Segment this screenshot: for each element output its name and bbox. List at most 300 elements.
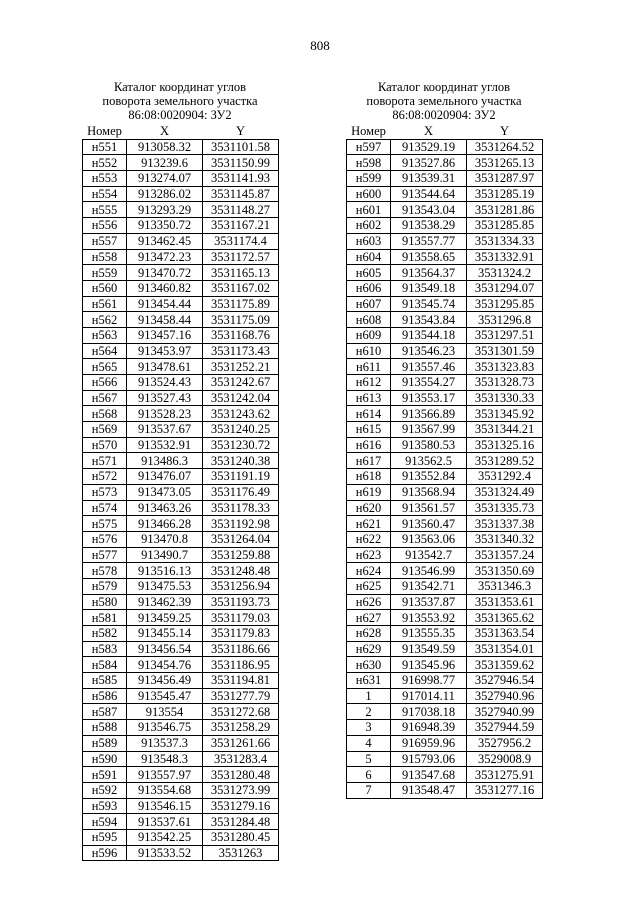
table-header-row <box>83 124 279 139</box>
y-coordinate: 3531148.27 <box>203 202 279 218</box>
x-coordinate: 913542.7 <box>391 547 467 563</box>
table-row <box>83 516 279 532</box>
x-coordinate: 913546.99 <box>391 563 467 579</box>
header-y: Y <box>467 124 543 139</box>
table-row <box>83 531 279 547</box>
y-coordinate: 3531330.33 <box>467 390 543 406</box>
y-coordinate: 3531324.49 <box>467 484 543 500</box>
table-row <box>347 139 543 155</box>
x-coordinate: 913533.52 <box>127 845 203 861</box>
x-coordinate: 913554 <box>127 704 203 720</box>
table-row <box>83 359 279 375</box>
x-coordinate: 913539.31 <box>391 171 467 187</box>
header-number: Номер <box>347 124 391 139</box>
table-row <box>347 155 543 171</box>
table-row <box>83 610 279 626</box>
table-row <box>347 626 543 642</box>
table-row <box>83 641 279 657</box>
table-row <box>347 296 543 312</box>
point-number: н599 <box>347 171 391 187</box>
point-number: н611 <box>347 359 391 375</box>
y-coordinate: 3531344.21 <box>467 422 543 438</box>
y-coordinate: 3531287.97 <box>467 171 543 187</box>
table-row <box>347 782 543 798</box>
table-row <box>83 437 279 453</box>
x-coordinate: 913549.18 <box>391 280 467 296</box>
x-coordinate: 913470.72 <box>127 265 203 281</box>
x-coordinate: 913545.96 <box>391 657 467 673</box>
table-row <box>347 280 543 296</box>
table-row <box>83 563 279 579</box>
x-coordinate: 913554.27 <box>391 375 467 391</box>
y-coordinate: 3531365.62 <box>467 610 543 626</box>
x-coordinate: 913538.29 <box>391 218 467 234</box>
right-catalog <box>346 80 542 799</box>
y-coordinate: 3531259.88 <box>203 547 279 563</box>
y-coordinate: 3531240.38 <box>203 453 279 469</box>
x-coordinate: 913554.68 <box>127 782 203 798</box>
table-row <box>83 139 279 155</box>
point-number: 2 <box>347 704 391 720</box>
x-coordinate: 913558.65 <box>391 249 467 265</box>
point-number: н566 <box>83 375 127 391</box>
x-coordinate: 915793.06 <box>391 751 467 767</box>
x-coordinate: 913528.23 <box>127 406 203 422</box>
y-coordinate: 3531283.4 <box>203 751 279 767</box>
point-number: н624 <box>347 563 391 579</box>
y-coordinate: 3531265.13 <box>467 155 543 171</box>
x-coordinate: 913475.53 <box>127 578 203 594</box>
point-number: н625 <box>347 578 391 594</box>
point-number: н579 <box>83 578 127 594</box>
y-coordinate: 3531193.73 <box>203 594 279 610</box>
x-coordinate: 913527.86 <box>391 155 467 171</box>
y-coordinate: 3531173.43 <box>203 343 279 359</box>
y-coordinate: 3527940.96 <box>467 688 543 704</box>
y-coordinate: 3531285.85 <box>467 218 543 234</box>
x-coordinate: 913544.64 <box>391 186 467 202</box>
y-coordinate: 3531179.83 <box>203 626 279 642</box>
table-row <box>347 218 543 234</box>
x-coordinate: 913537.67 <box>127 422 203 438</box>
x-coordinate: 913553.17 <box>391 390 467 406</box>
y-coordinate: 3531101.58 <box>203 139 279 155</box>
point-number: н623 <box>347 547 391 563</box>
point-number: н602 <box>347 218 391 234</box>
y-coordinate: 3531284.48 <box>203 814 279 830</box>
x-coordinate: 913542.71 <box>391 578 467 594</box>
x-coordinate: 913543.04 <box>391 202 467 218</box>
point-number: н573 <box>83 484 127 500</box>
y-coordinate: 3531296.8 <box>467 312 543 328</box>
table-row <box>347 327 543 343</box>
y-coordinate: 3527946.54 <box>467 673 543 689</box>
x-coordinate: 913580.53 <box>391 437 467 453</box>
table-row <box>347 422 543 438</box>
point-number: н613 <box>347 390 391 406</box>
y-coordinate: 3527956.2 <box>467 735 543 751</box>
table-row <box>347 484 543 500</box>
point-number: н574 <box>83 500 127 516</box>
table-row <box>83 406 279 422</box>
point-number: 7 <box>347 782 391 798</box>
table-row <box>347 610 543 626</box>
y-coordinate: 3531332.91 <box>467 249 543 265</box>
y-coordinate: 3531176.49 <box>203 484 279 500</box>
y-coordinate: 3531242.04 <box>203 390 279 406</box>
point-number: н622 <box>347 531 391 547</box>
point-number: н575 <box>83 516 127 532</box>
y-coordinate: 3531242.67 <box>203 375 279 391</box>
x-coordinate: 913537.3 <box>127 735 203 751</box>
y-coordinate: 3531167.02 <box>203 280 279 296</box>
y-coordinate: 3531248.48 <box>203 563 279 579</box>
table-row <box>347 500 543 516</box>
point-number: 3 <box>347 720 391 736</box>
point-number: н629 <box>347 641 391 657</box>
y-coordinate: 3531353.61 <box>467 594 543 610</box>
point-number: н615 <box>347 422 391 438</box>
x-coordinate: 913459.25 <box>127 610 203 626</box>
point-number: н572 <box>83 469 127 485</box>
point-number: н595 <box>83 829 127 845</box>
point-number: н606 <box>347 280 391 296</box>
point-number: н618 <box>347 469 391 485</box>
point-number: н567 <box>83 390 127 406</box>
y-coordinate: 3531279.16 <box>203 798 279 814</box>
point-number: н577 <box>83 547 127 563</box>
x-coordinate: 913561.57 <box>391 500 467 516</box>
x-coordinate: 913516.13 <box>127 563 203 579</box>
right-coordinates-table <box>346 124 543 799</box>
y-coordinate: 3531294.07 <box>467 280 543 296</box>
point-number: н612 <box>347 375 391 391</box>
point-number: 6 <box>347 767 391 783</box>
point-number: 4 <box>347 735 391 751</box>
x-coordinate: 913472.23 <box>127 249 203 265</box>
point-number: н620 <box>347 500 391 516</box>
x-coordinate: 913462.45 <box>127 233 203 249</box>
point-number: н601 <box>347 202 391 218</box>
x-coordinate: 913458.44 <box>127 312 203 328</box>
x-coordinate: 916959.96 <box>391 735 467 751</box>
y-coordinate: 3531167.21 <box>203 218 279 234</box>
table-row <box>347 202 543 218</box>
table-row <box>347 751 543 767</box>
x-coordinate: 913567.99 <box>391 422 467 438</box>
table-row <box>347 406 543 422</box>
x-coordinate: 913564.37 <box>391 265 467 281</box>
x-coordinate: 913553.92 <box>391 610 467 626</box>
caption-line: 86:08:0020904: ЗУ2 <box>128 108 232 122</box>
point-number: н617 <box>347 453 391 469</box>
y-coordinate: 3531243.62 <box>203 406 279 422</box>
caption-line: поворота земельного участка <box>366 94 522 108</box>
point-number: н561 <box>83 296 127 312</box>
y-coordinate: 3531145.87 <box>203 186 279 202</box>
y-coordinate: 3531186.66 <box>203 641 279 657</box>
y-coordinate: 3531172.57 <box>203 249 279 265</box>
table-row <box>83 814 279 830</box>
point-number: н591 <box>83 767 127 783</box>
y-coordinate: 3531264.04 <box>203 531 279 547</box>
x-coordinate: 913546.75 <box>127 720 203 736</box>
x-coordinate: 913486.3 <box>127 453 203 469</box>
table-row <box>83 312 279 328</box>
point-number: н605 <box>347 265 391 281</box>
y-coordinate: 3531258.29 <box>203 720 279 736</box>
x-coordinate: 913058.32 <box>127 139 203 155</box>
point-number: н559 <box>83 265 127 281</box>
x-coordinate: 913286.02 <box>127 186 203 202</box>
point-number: н565 <box>83 359 127 375</box>
point-number: н626 <box>347 594 391 610</box>
table-row <box>83 343 279 359</box>
table-row <box>83 547 279 563</box>
y-coordinate: 3531191.19 <box>203 469 279 485</box>
table-row <box>83 767 279 783</box>
x-coordinate: 913454.44 <box>127 296 203 312</box>
point-number: н627 <box>347 610 391 626</box>
point-number: н580 <box>83 594 127 610</box>
y-coordinate: 3531340.32 <box>467 531 543 547</box>
y-coordinate: 3531192.98 <box>203 516 279 532</box>
table-row <box>347 594 543 610</box>
y-coordinate: 3531297.51 <box>467 327 543 343</box>
table-row <box>83 422 279 438</box>
point-number: н576 <box>83 531 127 547</box>
y-coordinate: 3531292.4 <box>467 469 543 485</box>
y-coordinate: 3531275.91 <box>467 767 543 783</box>
table-row <box>347 641 543 657</box>
x-coordinate: 913543.84 <box>391 312 467 328</box>
y-coordinate: 3531263 <box>203 845 279 861</box>
x-coordinate: 913566.89 <box>391 406 467 422</box>
y-coordinate: 3531174.4 <box>203 233 279 249</box>
y-coordinate: 3531285.19 <box>467 186 543 202</box>
table-row <box>347 563 543 579</box>
table-row <box>347 343 543 359</box>
y-coordinate: 3531280.48 <box>203 767 279 783</box>
y-coordinate: 3531359.62 <box>467 657 543 673</box>
x-coordinate: 913456.54 <box>127 641 203 657</box>
point-number: н554 <box>83 186 127 202</box>
table-row <box>347 720 543 736</box>
point-number: н608 <box>347 312 391 328</box>
table-row <box>347 171 543 187</box>
table-row <box>347 767 543 783</box>
x-coordinate: 913546.15 <box>127 798 203 814</box>
caption-line: Каталог координат углов <box>113 80 247 94</box>
x-coordinate: 913542.25 <box>127 829 203 845</box>
table-row <box>347 547 543 563</box>
point-number: н556 <box>83 218 127 234</box>
table-row <box>347 249 543 265</box>
y-coordinate: 3531256.94 <box>203 578 279 594</box>
x-coordinate: 913560.47 <box>391 516 467 532</box>
x-coordinate: 913552.84 <box>391 469 467 485</box>
table-row <box>83 484 279 500</box>
x-coordinate: 913457.16 <box>127 327 203 343</box>
point-number: н558 <box>83 249 127 265</box>
y-coordinate: 3527940.99 <box>467 704 543 720</box>
point-number: н562 <box>83 312 127 328</box>
x-coordinate: 913549.59 <box>391 641 467 657</box>
table-row <box>347 531 543 547</box>
point-number: н564 <box>83 343 127 359</box>
point-number: н569 <box>83 422 127 438</box>
header-x: X <box>127 124 203 139</box>
table-row <box>347 688 543 704</box>
table-row <box>83 657 279 673</box>
y-coordinate: 3531324.2 <box>467 265 543 281</box>
y-coordinate: 3531335.73 <box>467 500 543 516</box>
y-coordinate: 3531345.92 <box>467 406 543 422</box>
table-row <box>347 312 543 328</box>
x-coordinate: 917038.18 <box>391 704 467 720</box>
y-coordinate: 3531272.68 <box>203 704 279 720</box>
table-row <box>83 453 279 469</box>
x-coordinate: 913545.74 <box>391 296 467 312</box>
table-row <box>83 171 279 187</box>
table-row <box>83 720 279 736</box>
left-coordinates-table <box>82 124 279 861</box>
x-coordinate: 913274.07 <box>127 171 203 187</box>
x-coordinate: 913527.43 <box>127 390 203 406</box>
table-row <box>347 453 543 469</box>
table-row <box>83 735 279 751</box>
y-coordinate: 3531357.24 <box>467 547 543 563</box>
y-coordinate: 3531280.45 <box>203 829 279 845</box>
table-header-row <box>347 124 543 139</box>
table-row <box>83 280 279 296</box>
point-number: н631 <box>347 673 391 689</box>
point-number: н597 <box>347 139 391 155</box>
x-coordinate: 913568.94 <box>391 484 467 500</box>
table-row <box>347 233 543 249</box>
y-coordinate: 3531337.38 <box>467 516 543 532</box>
table-row <box>83 829 279 845</box>
page-number: 808 <box>310 38 330 53</box>
table-row <box>83 751 279 767</box>
x-coordinate: 913548.3 <box>127 751 203 767</box>
point-number: н555 <box>83 202 127 218</box>
y-coordinate: 3531301.59 <box>467 343 543 359</box>
table-row <box>83 296 279 312</box>
point-number: н553 <box>83 171 127 187</box>
x-coordinate: 913546.23 <box>391 343 467 359</box>
y-coordinate: 3531240.25 <box>203 422 279 438</box>
point-number: н600 <box>347 186 391 202</box>
left-caption <box>82 80 278 122</box>
point-number: н583 <box>83 641 127 657</box>
y-coordinate: 3531350.69 <box>467 563 543 579</box>
x-coordinate: 913557.46 <box>391 359 467 375</box>
x-coordinate: 916998.77 <box>391 673 467 689</box>
point-number: н596 <box>83 845 127 861</box>
x-coordinate: 913460.82 <box>127 280 203 296</box>
x-coordinate: 917014.11 <box>391 688 467 704</box>
x-coordinate: 913532.91 <box>127 437 203 453</box>
point-number: н557 <box>83 233 127 249</box>
x-coordinate: 913563.06 <box>391 531 467 547</box>
table-row <box>83 327 279 343</box>
x-coordinate: 913239.6 <box>127 155 203 171</box>
table-row <box>83 249 279 265</box>
left-catalog <box>82 80 278 861</box>
x-coordinate: 913473.05 <box>127 484 203 500</box>
point-number: н628 <box>347 626 391 642</box>
x-coordinate: 913555.35 <box>391 626 467 642</box>
point-number: н560 <box>83 280 127 296</box>
y-coordinate: 3531325.16 <box>467 437 543 453</box>
y-coordinate: 3531295.85 <box>467 296 543 312</box>
table-row <box>83 673 279 689</box>
y-coordinate: 3531150.99 <box>203 155 279 171</box>
y-coordinate: 3531194.81 <box>203 673 279 689</box>
table-row <box>347 265 543 281</box>
point-number: н630 <box>347 657 391 673</box>
point-number: н585 <box>83 673 127 689</box>
table-row <box>83 578 279 594</box>
x-coordinate: 913478.61 <box>127 359 203 375</box>
y-coordinate: 3531175.89 <box>203 296 279 312</box>
table-row <box>347 375 543 391</box>
point-number: н568 <box>83 406 127 422</box>
table-row <box>347 673 543 689</box>
point-number: н619 <box>347 484 391 500</box>
header-x: X <box>391 124 467 139</box>
y-coordinate: 3531165.13 <box>203 265 279 281</box>
point-number: н578 <box>83 563 127 579</box>
x-coordinate: 916948.39 <box>391 720 467 736</box>
y-coordinate: 3531261.66 <box>203 735 279 751</box>
y-coordinate: 3531175.09 <box>203 312 279 328</box>
x-coordinate: 913548.47 <box>391 782 467 798</box>
table-row <box>83 265 279 281</box>
header-y: Y <box>203 124 279 139</box>
x-coordinate: 913462.39 <box>127 594 203 610</box>
y-coordinate: 3531363.54 <box>467 626 543 642</box>
point-number: н598 <box>347 155 391 171</box>
point-number: н610 <box>347 343 391 359</box>
x-coordinate: 913557.77 <box>391 233 467 249</box>
x-coordinate: 913463.26 <box>127 500 203 516</box>
point-number: н571 <box>83 453 127 469</box>
y-coordinate: 3531179.03 <box>203 610 279 626</box>
table-row <box>83 500 279 516</box>
x-coordinate: 913454.76 <box>127 657 203 673</box>
y-coordinate: 3531354.01 <box>467 641 543 657</box>
table-row <box>83 469 279 485</box>
x-coordinate: 913350.72 <box>127 218 203 234</box>
point-number: н581 <box>83 610 127 626</box>
table-row <box>83 202 279 218</box>
point-number: н593 <box>83 798 127 814</box>
x-coordinate: 913529.19 <box>391 139 467 155</box>
x-coordinate: 913557.97 <box>127 767 203 783</box>
x-coordinate: 913544.18 <box>391 327 467 343</box>
table-row <box>83 704 279 720</box>
y-coordinate: 3531273.99 <box>203 782 279 798</box>
table-row <box>347 704 543 720</box>
table-row <box>347 390 543 406</box>
header-number: Номер <box>83 124 127 139</box>
point-number: н552 <box>83 155 127 171</box>
point-number: н582 <box>83 626 127 642</box>
table-row <box>83 155 279 171</box>
table-row <box>83 233 279 249</box>
